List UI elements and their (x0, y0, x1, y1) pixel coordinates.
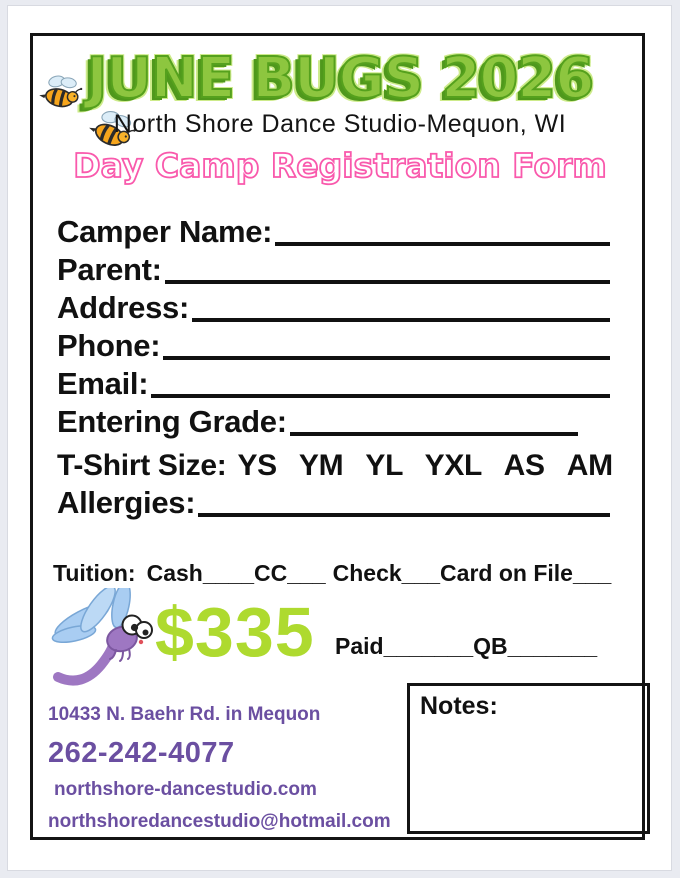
qb-label: QB (473, 633, 508, 659)
cash-blank[interactable]: ____ (202, 560, 255, 586)
form-heading: Day Camp Registration Form (73, 146, 607, 185)
entering-grade-line[interactable] (290, 432, 578, 436)
tshirt-size-ys[interactable]: YS (237, 449, 277, 482)
allergies-label: Allergies: (57, 485, 196, 520)
tshirt-size-row (57, 445, 613, 483)
cc-label: CC (254, 560, 288, 586)
tshirt-size-label: T-Shirt Size: (57, 449, 227, 482)
tuition-option-check (333, 560, 440, 587)
paid-blank[interactable]: _______ (383, 633, 474, 659)
tuition-option-cash (147, 560, 254, 587)
parent-line[interactable] (165, 280, 610, 284)
cc-blank[interactable]: ___ (287, 560, 326, 586)
phone-label: Phone: (57, 328, 161, 363)
tshirt-size-yxl[interactable]: YXL (424, 449, 482, 482)
form-field-row (57, 483, 610, 521)
paid-row (335, 633, 597, 660)
tshirt-size-yl[interactable]: YL (365, 449, 403, 482)
tshirt-size-am[interactable]: AM (566, 449, 613, 482)
form-fields (57, 212, 613, 521)
check-label: Check (332, 560, 402, 586)
paid-label: Paid (335, 633, 384, 659)
form-field-row (57, 326, 610, 364)
notes-box[interactable] (407, 683, 650, 834)
form-field-row (57, 402, 610, 440)
address-label: Address: (57, 290, 189, 325)
form-field-row (57, 364, 610, 402)
entering-grade-label: Entering Grade: (57, 404, 287, 439)
cash-label: Cash (146, 560, 203, 586)
studio-address: 10433 N. Baehr Rd. in Mequon (48, 704, 321, 725)
contact-block (48, 704, 391, 833)
check-blank[interactable]: ___ (401, 560, 441, 586)
card-on-file-label: Card on File (440, 560, 573, 586)
phone-line[interactable] (163, 356, 610, 360)
camper-name-label: Camper Name: (57, 214, 273, 249)
studio-subtitle: North Shore Dance Studio-Mequon, WI (113, 110, 567, 138)
form-field-row (57, 250, 610, 288)
tshirt-size-ym[interactable]: YM (298, 449, 344, 482)
notes-label: Notes: (420, 692, 498, 720)
email-line[interactable] (151, 394, 610, 398)
tshirt-size-as[interactable]: AS (503, 449, 545, 482)
dragonfly-icon (44, 588, 154, 690)
form-field-row (57, 212, 610, 250)
studio-email: northshoredancestudio@hotmail.com (48, 811, 391, 832)
tuition-option-card-on-file (440, 560, 611, 587)
card-on-file-blank[interactable]: ___ (572, 560, 612, 586)
tuition-price: $335 (155, 593, 315, 671)
tuition-row (53, 560, 611, 587)
tuition-option-cc (254, 560, 326, 587)
form-field-row (57, 288, 610, 326)
qb-blank[interactable]: _______ (507, 633, 598, 659)
tshirt-size-options (226, 449, 612, 483)
studio-phone: 262-242-4077 (48, 737, 235, 769)
email-label: Email: (57, 366, 149, 401)
camper-name-line[interactable] (275, 242, 610, 246)
parent-label: Parent: (57, 252, 162, 287)
studio-website: northshore-dancestudio.com (54, 779, 317, 800)
allergies-line[interactable] (198, 513, 610, 517)
page-title: JUNE BUGS 2026 (86, 46, 594, 111)
tuition-label: Tuition: (53, 560, 136, 586)
address-line[interactable] (192, 318, 610, 322)
